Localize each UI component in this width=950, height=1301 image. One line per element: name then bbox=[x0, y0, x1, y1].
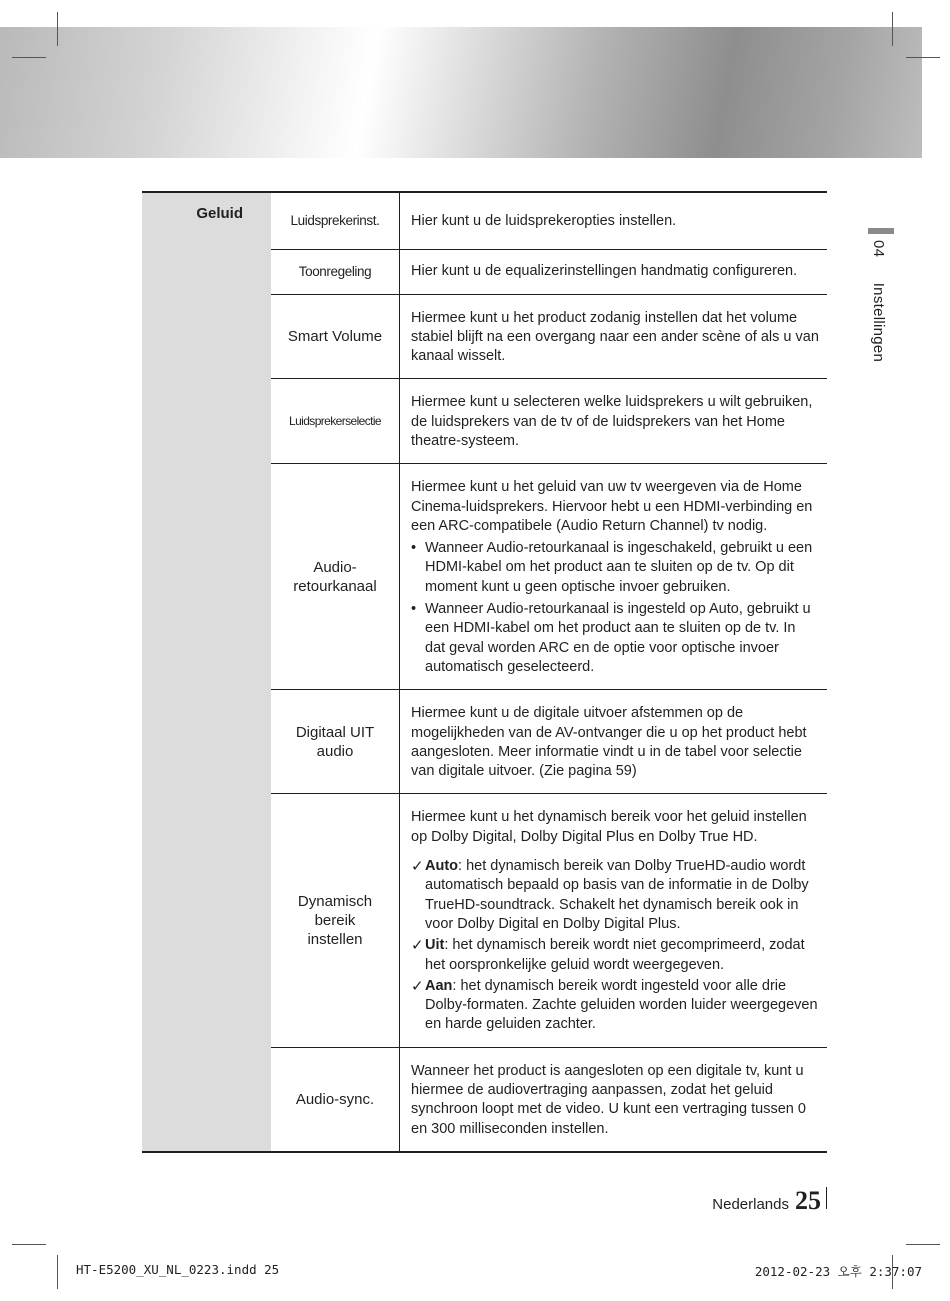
setting-name: Toonregeling bbox=[271, 249, 400, 294]
setting-name: Audio-sync. bbox=[295, 1090, 375, 1108]
print-slug-timestamp: 2012-02-23 오후 2:37:07 bbox=[754, 1264, 922, 1279]
setting-description bbox=[400, 794, 828, 1047]
table-row bbox=[142, 192, 827, 249]
setting-name: Digitaal UIT audio bbox=[271, 690, 400, 794]
description-text: Hiermee kunt u het geluid van uw tv weergeven via de Home Cinema-luidsprekers. Hiervoor hebt u een HDMI-verbinding en een ARC-compatibele (Audio Return Channel) tv nodig. bbox=[411, 479, 813, 534]
setting-description bbox=[400, 249, 828, 294]
option-text: : het dynamisch bereik van Dolby TrueHD-audio wordt automatisch bepaald op basis van de informatie in de Dolby TrueHD-soundtrack. Schakelt het dynamisch bereik ook in voor Dolby Digital en Dolby Digital Plus. bbox=[425, 858, 809, 932]
setting-description bbox=[400, 192, 828, 249]
crop-mark-top-right-v bbox=[892, 12, 893, 46]
bullet-item: • Wanneer Audio-retourkanaal is ingesteld op Auto, gebruikt u een HDMI-kabel om het product aan te sluiten op de tv. In dat geval worden ARC en de optie voor optische invoer automatisch geselecteerd. bbox=[411, 600, 819, 677]
option-item bbox=[411, 977, 819, 1035]
description-text: Hier kunt u de luidsprekeropties instellen. bbox=[411, 213, 677, 230]
option-item bbox=[411, 857, 819, 934]
footer-divider bbox=[826, 1187, 827, 1209]
setting-description bbox=[400, 464, 828, 690]
chapter-number: 04 bbox=[870, 240, 887, 258]
description-text: Wanneer het product is aangesloten op een digitale tv, kunt u hiermee de audiovertraging aanpassen, zodat het geluid synchroon loopt met de video. U kunt een vertraging tussen 0 en 300 milliseconden instellen. bbox=[411, 1062, 806, 1137]
settings-table bbox=[142, 191, 827, 1153]
description-text: Hiermee kunt u de digitale uitvoer afstemmen op de mogelijkheden van de AV-ontvanger die u op het product hebt aangesloten. Meer informatie vindt u in de tabel voor selectie van digitale uitvoer. (Zie pagina 59) bbox=[411, 705, 807, 780]
description-text: Hiermee kunt u het product zodanig instellen dat het volume stabiel blijft na een overgang naar een ander scène of als u van kanaal wisselt. bbox=[411, 309, 819, 365]
category-label: Geluid bbox=[196, 205, 243, 222]
crop-mark-top-right-h bbox=[906, 57, 940, 58]
option-term: Uit bbox=[425, 937, 445, 954]
page-footer bbox=[712, 1186, 827, 1216]
description-text: Hier kunt u de equalizerinstellingen handmatig configureren. bbox=[411, 262, 798, 279]
crop-mark-top-left-v bbox=[57, 12, 58, 46]
crop-mark-bottom-left-h bbox=[12, 1244, 46, 1245]
bullet-item: • Wanneer Audio-retourkanaal is ingeschakeld, gebruikt u een HDMI-kabel om het product aan te sluiten op de tv. Op dit moment kunt u geen optische invoer gebruiken. bbox=[411, 539, 819, 597]
description-text: Hiermee kunt u selecteren welke luidsprekers u wilt gebruiken, de luidsprekers van de tv of de luidsprekers van het Home theatre-systeem. bbox=[411, 394, 813, 449]
setting-description bbox=[400, 690, 828, 794]
crop-mark-bottom-left-v bbox=[57, 1255, 58, 1289]
option-text: : het dynamisch bereik wordt ingesteld voor alle drie Dolby-formaten. Zachte geluiden worden luider weergegeven en harde geluiden zachter. bbox=[425, 977, 818, 1033]
setting-description bbox=[400, 294, 828, 379]
setting-description bbox=[400, 379, 828, 464]
option-term: Auto bbox=[425, 858, 459, 875]
crop-mark-bottom-right-h bbox=[906, 1244, 940, 1245]
chapter-tab-marker bbox=[868, 228, 894, 234]
footer-language: Nederlands bbox=[712, 1196, 789, 1213]
header-banner bbox=[0, 27, 922, 158]
chapter-tab-text bbox=[870, 240, 887, 362]
setting-name: Dynamisch bereik instellen bbox=[271, 794, 400, 1047]
setting-name: Luidsprekerinst. bbox=[271, 192, 400, 249]
category-gap bbox=[255, 192, 271, 1152]
option-text: : het dynamisch bereik wordt niet gecomprimeerd, zodat het oorspronkelijke geluid wordt weergegeven. bbox=[425, 937, 805, 973]
description-text: Hiermee kunt u het dynamisch bereik voor het geluid instellen op Dolby Digital, Dolby Digital Plus en Dolby True HD. bbox=[411, 809, 807, 845]
option-term: Aan bbox=[425, 977, 453, 994]
setting-name: Smart Volume bbox=[271, 294, 400, 379]
setting-name: Luidsprekerselectie bbox=[271, 379, 400, 464]
option-item bbox=[411, 936, 819, 975]
print-slug-file: HT-E5200_XU_NL_0223.indd 25 bbox=[76, 1262, 280, 1277]
chapter-side-tab bbox=[868, 228, 894, 368]
setting-name: Audio- retourkanaal bbox=[271, 464, 400, 690]
category-cell bbox=[142, 192, 255, 1152]
setting-description bbox=[400, 1047, 828, 1152]
crop-mark-top-left-h bbox=[12, 57, 46, 58]
chapter-title: Instellingen bbox=[870, 282, 887, 363]
page-number: 25 bbox=[795, 1186, 821, 1215]
